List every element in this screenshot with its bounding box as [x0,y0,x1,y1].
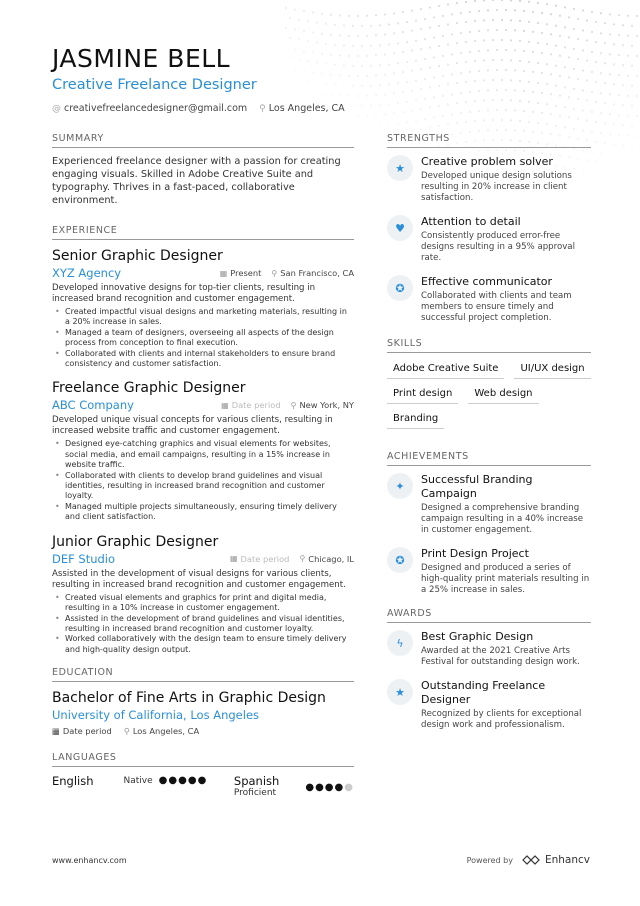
strength-item-description: Developed unique design solutions resulting in 20% increase in client satisfaction. [421,171,572,203]
skill-tag: UI/UX design [514,360,590,379]
award-item [387,630,591,668]
education-period [52,726,112,736]
powered-by-text: Powered by [466,855,513,865]
strength-item-body [421,215,591,264]
calendar-icon: ▦ [221,400,229,410]
job-bullets [52,593,354,655]
awards-list [387,630,591,731]
language-name: Spanish [233,774,280,789]
school-name: University of California, Los Angeles [52,708,260,723]
left-column [52,133,354,798]
footer-url[interactable]: www.enhancv.com [52,855,127,865]
bullet-item: • Created impactful visual designs and marketing materials, resulting in a 20% increase in sales. [52,307,354,328]
strengths-heading: STRENGTHS [387,133,591,148]
location-pin-icon: ⚲ [259,103,266,114]
job-meta-details [230,554,354,564]
job-meta [52,398,354,412]
brand-name: Enhancv [544,854,590,866]
rating-dot: ● [178,775,188,787]
degree-title: Bachelor of Fine Arts in Graphic Design [52,690,326,707]
skill-tag: Web design [468,385,538,404]
job-entry [52,379,354,522]
education-meta [52,726,354,736]
skill-tag: Branding [387,410,444,429]
achievements-list [387,473,591,596]
strength-item [387,155,591,204]
job-meta [52,266,354,280]
rating-dot: ● [315,782,325,794]
award-item-description: Awarded at the 2021 Creative Arts Festival for outstanding design work. [421,646,580,667]
email-text: creativefreelancedesigner@gmail.com [64,103,248,114]
summary-text: Experienced freelance designer with a passion for creating engaging visuals. Skilled in Adobe Creative Suite and typography. Thrives in a fast-paced, collaborative environment. [52,156,341,206]
achievement-item-description: Designed and produced a series of high-quality print materials resulting in a 25% increase in sales. [421,563,590,595]
strength-item-title: Effective communicator [421,275,553,288]
bullet-item: • Managed multiple projects simultaneously, ensuring timely delivery and client satisfaction. [52,502,354,523]
education-location [124,726,199,736]
skill-tag: Print design [387,385,458,404]
language-level: Proficient [233,788,277,799]
job-meta [52,552,354,566]
at-icon: @ [52,103,61,114]
location-pin-icon: ⚲ [290,400,297,410]
right-column [387,133,591,742]
language-item [234,774,354,798]
achievement-item-body [421,473,591,536]
contact-info [52,103,592,114]
bullet-item: • Created visual elements and graphics for print and digital media, resulting in a 10% increase in customer engagement. [52,593,354,614]
bolt-icon: ϟ [387,630,413,656]
star-icon: ★ [387,155,413,181]
job-meta-details [220,268,354,278]
job-period-text: Date period [231,400,281,411]
job-period [220,268,262,278]
strength-item-body [421,275,591,324]
candidate-title: Creative Freelance Designer [52,77,257,93]
job-location [291,400,354,410]
candidate-name: JASMINE BELL [52,44,231,73]
award-item-description: Recognized by clients for exceptional design work and professionalism. [421,709,582,730]
location-pin-icon: ⚲ [299,554,306,564]
footer-branding [467,854,590,866]
education-period-text: Date period [62,726,112,737]
achievements-heading: ACHIEVEMENTS [387,451,591,466]
location-pin-icon: ⚲ [271,268,278,278]
job-period [230,554,289,564]
bullet-item: • Managed a team of designers, overseeing all aspects of the design process from conception to final execution. [52,328,354,349]
job-description: Developed innovative designs for top-tier clients, resulting in increased brand recognition and customer engagement. [52,283,316,304]
job-entry [52,533,354,655]
bullet-item: • Designed eye-catching graphics and visual elements for websites, social media, and email campaigns, resulting in a 15% increase in website traffic. [52,439,354,470]
achievement-item-body [421,547,591,596]
bullet-item: • Worked collaboratively with the design team to ensure timely delivery and high-quality design output. [52,634,354,655]
job-period-text: Present [230,268,262,278]
language-rating [159,775,208,786]
achievement-item [387,473,591,536]
page-footer [52,854,590,866]
rating-dot: ● [187,775,198,787]
location-pin-icon: ⚲ [123,726,130,737]
calendar-icon: ▦ [229,554,238,564]
job-bullets [52,439,354,522]
bullet-item: • Assisted in the development of brand guidelines and visual identities, resulting in increased brand recognition and customer loyalty. [52,614,354,635]
award-item-body [421,679,591,731]
rating-dot: ● [334,782,345,794]
job-location-text: Chicago, IL [308,553,354,564]
summary-heading: SUMMARY [52,133,354,148]
experience-list [52,247,354,655]
job-location [299,554,354,564]
languages-heading: LANGUAGES [52,752,354,767]
experience-heading: EXPERIENCE [52,225,354,240]
skill-tag: Adobe Creative Suite [387,360,504,379]
job-meta-details [221,400,354,410]
job-location-text: San Francisco, CA [280,268,354,278]
language-name: English [52,774,94,789]
achievement-item [387,547,591,596]
job-title: Freelance Graphic Designer [52,380,246,397]
location-text: Los Angeles, CA [268,103,345,114]
languages-list [52,774,354,798]
award-icon: ✪ [387,275,413,301]
rating-dot: ● [197,775,208,787]
rating-dot: ● [305,782,316,794]
job-location-text: New York, NY [299,400,354,411]
bullet-item: • Collaborated with clients to develop brand guidelines and visual identities, resulting in increased brand recognition and customer loyalty. [52,471,354,502]
rating-dot: ● [158,775,169,787]
strength-item-description: Collaborated with clients and team members to ensure timely and successful project completion. [421,291,572,323]
skills-heading: SKILLS [387,338,591,353]
achievement-item-title: Successful Branding Campaign [421,473,533,500]
calendar-icon: ▦ [219,268,228,278]
language-rating [305,782,354,798]
job-title: Junior Graphic Designer [52,533,219,550]
rating-dot: ● [168,775,179,787]
job-title: Senior Graphic Designer [52,248,223,264]
strength-item [387,275,591,324]
education-location-text: Los Angeles, CA [132,726,200,737]
company-name: DEF Studio [52,551,116,566]
enhancv-logo-icon [521,854,541,866]
company-name: ABC Company [52,398,134,413]
language-item [52,774,207,798]
strength-item [387,215,591,264]
award-item-title: Outstanding Freelance Designer [421,679,546,706]
award-icon: ✪ [387,547,413,573]
strength-item-description: Consistently produced error-free designs resulting in a 95% approval rate. [421,231,575,263]
job-period-text: Date period [240,553,290,564]
achievement-item-description: Designed a comprehensive branding campaign resulting in a 40% increase in customer engagement. [421,503,584,535]
award-item [387,679,591,731]
calendar-icon: ▦ [52,726,60,737]
enhancv-logo[interactable] [521,854,590,866]
rating-dot: ● [344,782,354,794]
star-icon: ★ [387,679,413,705]
awards-heading: AWARDS [387,608,591,623]
job-location [271,268,354,278]
strength-item-title: Creative problem solver [421,155,553,168]
skills-list [387,360,591,429]
job-entry [52,247,354,369]
strength-item-body [421,155,591,204]
achievement-item-title: Print Design Project [421,547,529,560]
award-item-body [421,630,591,668]
location-contact [259,103,345,114]
strengths-list [387,155,591,324]
award-item-title: Best Graphic Design [421,630,534,643]
education-heading: EDUCATION [52,667,354,682]
job-description: Developed unique visual concepts for various clients, resulting in increased website traffic and customer engagement. [52,415,333,437]
language-level: Native [123,776,153,787]
strength-item-title: Attention to detail [421,215,521,228]
heart-icon: ♥ [387,215,413,241]
job-period [221,400,280,410]
bullet-item: • Collaborated with clients and internal stakeholders to ensure brand consistency and customer satisfaction. [52,349,354,370]
lightbulb-icon: ✦ [387,473,413,499]
rating-dot: ● [324,782,335,794]
job-bullets [52,307,354,369]
email-contact[interactable] [52,103,247,114]
company-name: XYZ Agency [52,266,122,280]
job-description: Assisted in the development of visual designs for various clients, resulting in increased brand recognition and customer engagement. [52,568,346,590]
education-entry [52,689,354,736]
resume-header [52,44,592,114]
